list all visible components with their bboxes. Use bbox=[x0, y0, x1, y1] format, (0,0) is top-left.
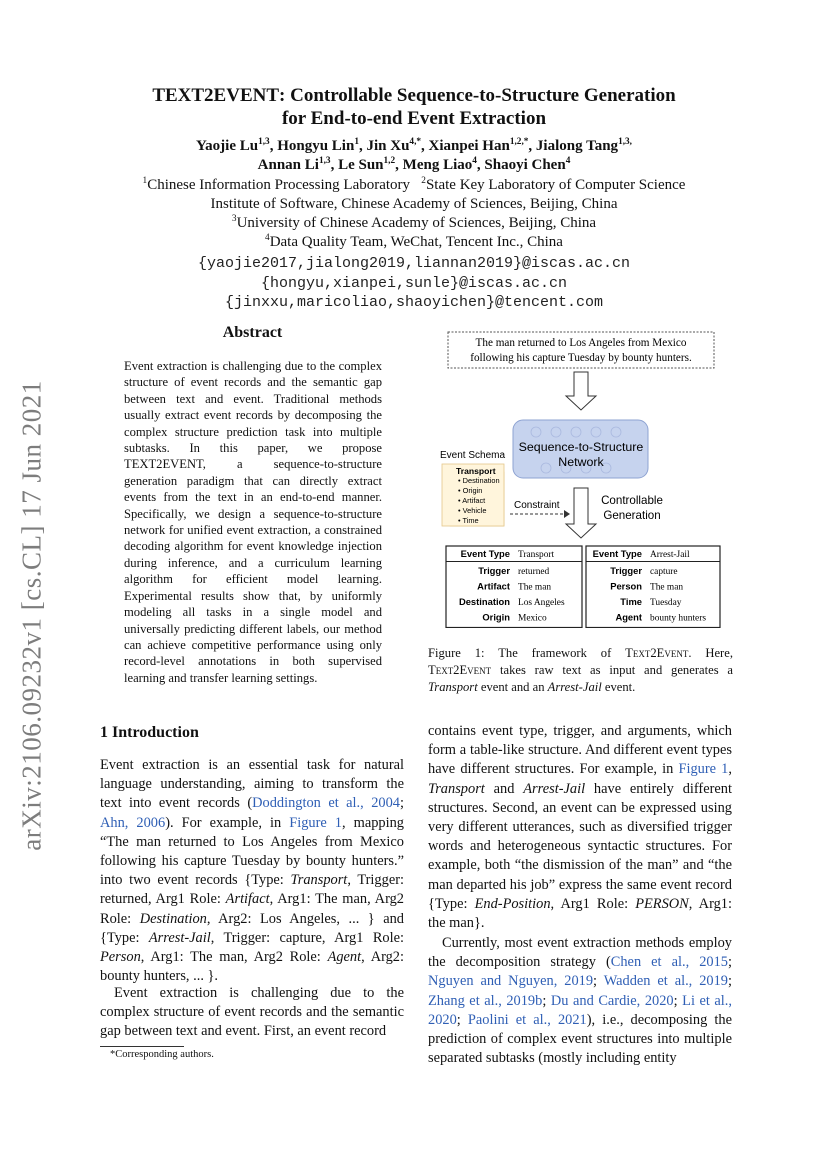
event-table-value: Arrest-Jail bbox=[650, 550, 690, 560]
event-table-key: Person bbox=[610, 580, 642, 592]
abstract-text: Event extraction is challenging due to the complex structure of event records and the semantic gap between text and event. Traditional methods usually extract event records by decomposing the complex structure prediction task into multiple subtasks. In this paper, we propose TEXT2EVENT, a sequence-to-structure generation paradigm that can directly extract events from the text in an end-to-end manner. Specifically, we design a sequence-to-structure network for unified event extraction, a constrained decoding algorithm for event knowledge injection during inference, and a curriculum learning algorithm for efficient model learning. Experimental results show that, by uniformly modeling all tasks in a single model and universally predicting different labels, our method can achieve competitive performance using only record-level annotations in both supervised learning and transfer learning settings. bbox=[124, 359, 382, 685]
author-line-2 bbox=[0, 157, 828, 174]
affiliation-4: $^4$Data Quality Team, WeChat, Tencent Inc., China bbox=[265, 233, 563, 250]
email-line-2: {hongyu,xianpei,sunle}@iscas.ac.cn bbox=[260, 275, 568, 292]
schema-role: • Time bbox=[458, 516, 479, 525]
intro-paragraph-1: Event extraction is an essential task for natural language understanding, aiming to transform the text into event records (Doddington et al., 2004; Ahn, 2006). For example, in Figure 1, mapping “The man returned to Los Angeles from Mexico following his capture Tuesday by bounty hunters.” into two event records {Type: Transport, Trigger: returned, Arg1 Role: Artifact, Arg1: The man, Arg2 Role: Destination, Arg2: Los Angeles, ... } and {Type: Arrest-Jail, Trigger: capture, Arg1 Role: Person, Arg1: The man, Arg2 Role: Agent, Arg2: bounty hunters, ... }. bbox=[100, 757, 405, 985]
event-table-key: Time bbox=[620, 596, 642, 607]
schema-label: Event Schema bbox=[440, 450, 506, 461]
abstract-heading: Abstract bbox=[222, 324, 283, 341]
event-table-key: Agent bbox=[615, 611, 642, 623]
title-line1: : Controllable Sequence-to-Structure Generation bbox=[279, 85, 676, 106]
arxiv-stamp: arXiv:2106.09232v1 [cs.CL] 17 Jun 2021 bbox=[16, 380, 47, 851]
event-table-value: Transport bbox=[518, 550, 555, 560]
intro-paragraph-3: contains event type, trigger, and arguments, which form a table-like structure. And different event types have different structures. For example, in Figure 1, Transport and Arrest-Jail have entirely different structures. Second, an event can be expressed using very different utterances, such as diversified trigger words and heterogeneous syntactic structures. For example, both “the dismission of the man” and “the man departed his job” express the same event record {Type: End-Position, Arg1 Role: PERSON, Arg1: the man}. bbox=[428, 723, 732, 932]
affiliation-3: $^3$University of Chinese Academy of Sciences, Beijing, China bbox=[231, 214, 597, 231]
email-line-1: {yaojie2017,jialong2019,liannan2019}@iscas.ac.cn bbox=[197, 255, 631, 272]
authors-1: Yaojie Lu$^{1,3}$, Hongyu Lin$^1$, Jin $Xu^{4,*}$, Xianpei Han$^{1,2,*}$, Jialong Tang$^{1,3,}$ bbox=[195, 137, 633, 154]
model-name: TEXT2EVENT bbox=[152, 85, 280, 106]
network-label-2: Network bbox=[558, 455, 604, 469]
constraint-label: Constraint bbox=[514, 500, 560, 511]
down-arrow-icon bbox=[566, 488, 596, 538]
framework-diagram bbox=[428, 328, 734, 628]
controllable-label-2: Generation bbox=[603, 509, 661, 522]
input-text-line-1: The man returned to Los Angeles from Mexico bbox=[475, 337, 687, 349]
event-table-value: capture bbox=[650, 567, 678, 577]
affiliation-1: $^1$Chinese Information Processing Laboratory $^2$State Key Laboratory of Computer Science bbox=[142, 176, 686, 193]
footnote: *Corresponding authors. bbox=[110, 1049, 214, 1060]
section-heading: 1 Introduction bbox=[100, 724, 199, 741]
arrow-head-icon bbox=[564, 510, 570, 518]
figure-caption: Figure 1: The framework of Text2Event. Here, Text2Event takes raw text as input and generates a Transport event and an Arrest-Jail event. bbox=[428, 646, 733, 694]
down-arrow-icon bbox=[566, 372, 596, 410]
title-line2: for End-to-end Event Extraction bbox=[281, 108, 547, 129]
schema-type: Transport bbox=[456, 466, 496, 476]
event-table-key: Event Type bbox=[592, 548, 642, 559]
event-table-key: Artifact bbox=[477, 580, 510, 592]
intro-paragraph-2: Event extraction is challenging due to the complex structure of event records and the semantic gap between text and event. First, an event record bbox=[100, 985, 404, 1040]
authors-2: Annan Li$^{1,3}$, Le Sun$^{1,2}$, Meng Liao$^4$, Shaoyi Chen$^4$ bbox=[257, 156, 571, 173]
controllable-label-1: Controllable bbox=[601, 494, 663, 507]
event-table-value: Mexico bbox=[518, 613, 547, 624]
affiliation-2: Institute of Software, Chinese Academy of Sciences, Beijing, China bbox=[210, 196, 618, 212]
event-table-value: returned bbox=[518, 567, 550, 577]
event-tables bbox=[446, 546, 720, 628]
schema-role: • Vehicle bbox=[458, 506, 487, 515]
event-table-value: The man bbox=[650, 582, 684, 593]
schema-role: • Artifact bbox=[458, 496, 486, 505]
email-line-3: {jinxxu,maricoliao,shaoyichen}@tencent.com bbox=[224, 294, 604, 311]
schema-role: • Destination bbox=[458, 476, 500, 485]
figure-1 bbox=[428, 328, 734, 628]
author-line-1 bbox=[0, 138, 828, 155]
event-table-key: Trigger bbox=[478, 565, 510, 576]
network-label-1: Sequence-to-Structure bbox=[518, 440, 644, 454]
schema-role: • Origin bbox=[458, 486, 483, 495]
event-table-key: Event Type bbox=[460, 548, 510, 559]
input-text-line-2: following his capture Tuesday by bounty hunters. bbox=[470, 352, 692, 364]
event-table-value: The man bbox=[518, 582, 552, 593]
footnote-rule bbox=[100, 1046, 184, 1047]
event-table-key: Destination bbox=[458, 596, 510, 607]
event-table-value: Los Angeles bbox=[518, 598, 565, 608]
event-table-value: Tuesday bbox=[650, 598, 682, 608]
event-table-key: Trigger bbox=[610, 565, 642, 576]
event-table-value: bounty hunters bbox=[650, 613, 706, 624]
paper-title bbox=[0, 84, 828, 130]
event-table-key: Origin bbox=[482, 611, 510, 623]
intro-paragraph-4: Currently, most event extraction methods employ the decomposition strategy (Chen et al., 2015; Nguyen and Nguyen, 2019; Wadden et al., 2019; Zhang et al., 2019b; Du and Cardie, 2020; Li et al., 2020; Paolini et al., 2021), i.e., decomposing the prediction of complex event structures into multiple separated subtasks (mostly including entity bbox=[428, 935, 732, 1067]
